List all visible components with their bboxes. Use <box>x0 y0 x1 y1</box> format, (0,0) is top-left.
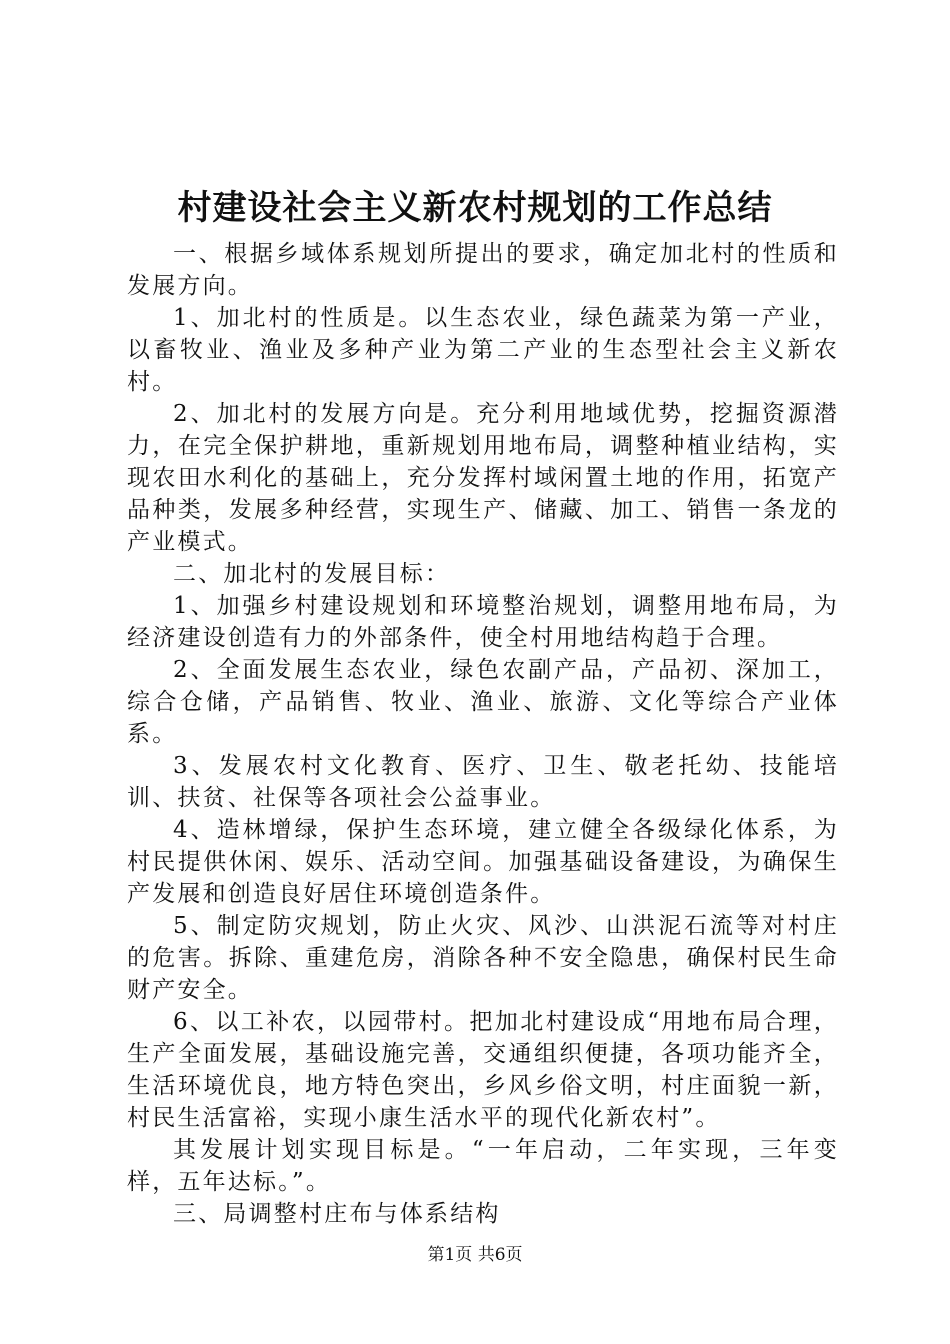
paragraph-item-2-5: 5、制定防灾规划，防止火灾、风沙、山洪泥石流等对村庄的危害。拆除、重建危房，消除各种不安全隐患，确保村民生命财产安全。 <box>127 913 839 1003</box>
paragraph-section-1: 一、根据乡域体系规划所提出的要求，确定加北村的性质和发展方向。 <box>127 241 839 299</box>
paragraph-item-1-1: 1、加北村的性质是。以生态农业，绿色蔬菜为第一产业，以畜牧业、渔业及多种产业为第二产业的生态型社会主义新农村。 <box>127 305 839 395</box>
paragraph-section-2: 二、加北村的发展目标： <box>173 561 451 587</box>
paragraph-item-2-1: 1、加强乡村建设规划和环境整治规划，调整用地布局，为经济建设创造有力的外部条件，使全村用地结构趋于合理。 <box>127 593 839 651</box>
paragraph-item-2-2: 2、全面发展生态农业，绿色农副产品，产品初、深加工，综合仓储，产品销售、牧业、渔业、旅游、文化等综合产业体系。 <box>127 657 839 747</box>
paragraph-item-2-3: 3、发展农村文化教育、医疗、卫生、敬老托幼、技能培训、扶贫、社保等各项社会公益事业。 <box>127 753 839 811</box>
paragraph-plan-goal: 其发展计划实现目标是。“一年启动，二年实现，三年变样，五年达标。”。 <box>127 1137 839 1195</box>
document-body <box>127 238 839 1230</box>
paragraph-item-2-4: 4、造林增绿，保护生态环境，建立健全各级绿化体系，为村民提供休闲、娱乐、活动空间。加强基础设备建设，为确保生产发展和创造良好居住环境创造条件。 <box>127 817 839 907</box>
paragraph-item-1-2: 2、加北村的发展方向是。充分利用地域优势，挖掘资源潜力，在完全保护耕地，重新规划用地布局，调整种植业结构，实现农田水利化的基础上，充分发挥村域闲置土地的作用，拓宽产品种类，发展多种经营，实现生产、储藏、加工、销售一条龙的产业模式。 <box>127 401 839 555</box>
document-title: 村建设社会主义新农村规划的工作总结 <box>177 188 773 228</box>
paragraph-section-3: 三、局调整村庄布与体系结构 <box>173 1201 501 1227</box>
page-footer: 第1页 共6页 <box>427 1245 523 1265</box>
paragraph-item-2-6: 6、以工补农，以园带村。把加北村建设成“用地布局合理，生产全面发展，基础设施完善，交通组织便捷，各项功能齐全，生活环境优良，地方特色突出，乡风乡俗文明，村庄面貌一新，村民生活富裕，实现小康生活水平的现代化新农村”。 <box>127 1009 839 1131</box>
